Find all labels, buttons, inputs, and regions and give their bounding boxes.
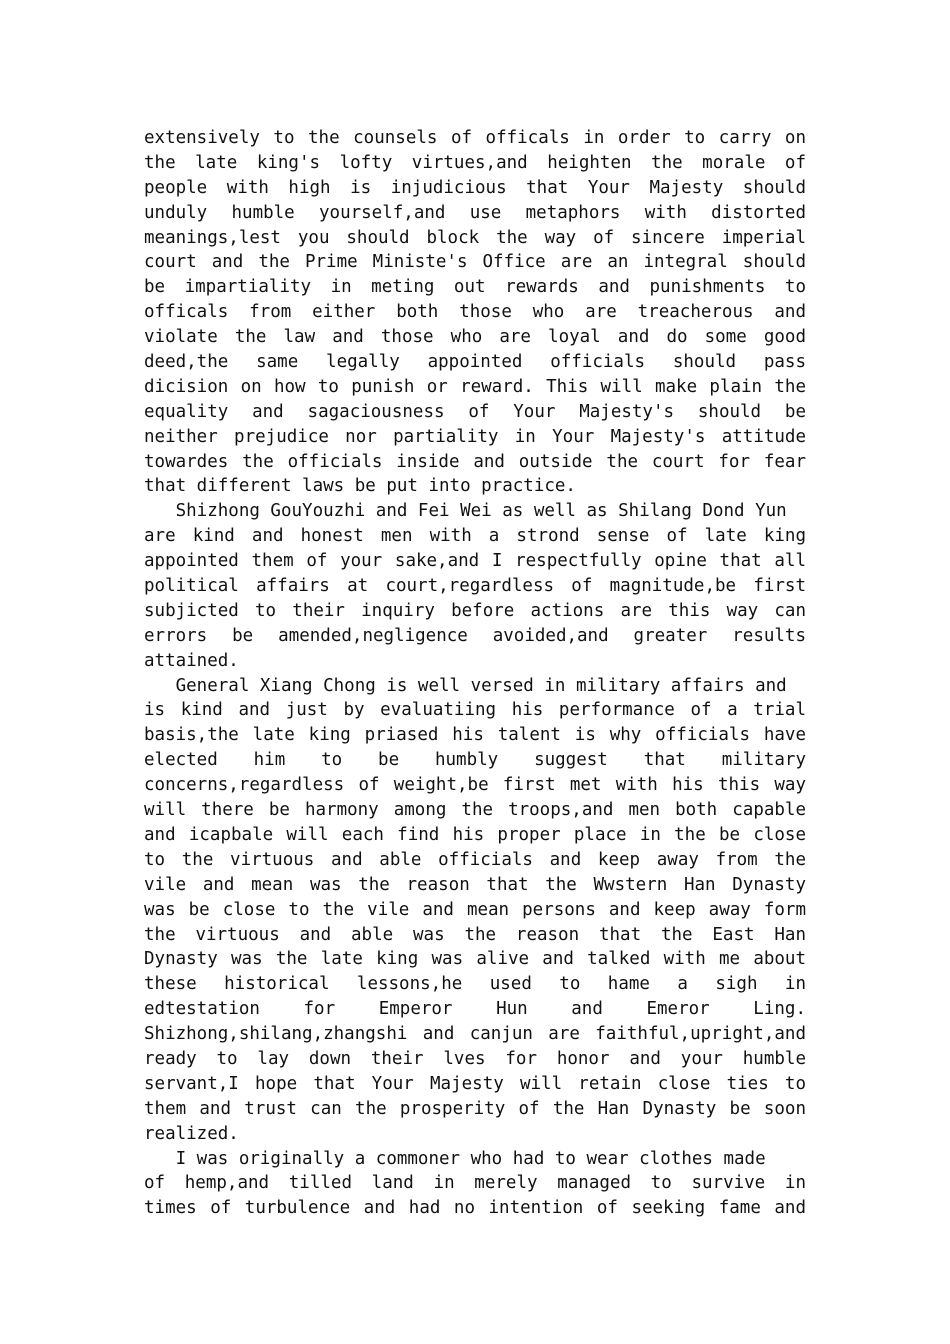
text-line: Shizhong,shilang,zhangshi and canjun are faithful,upright,and: [144, 1024, 806, 1045]
text-line: General Xiang Chong is well versed in military affairs and: [144, 675, 787, 696]
text-line: neither prejudice nor partiality in Your Majesty's attitude: [144, 426, 806, 447]
text-line: ready to lay down their lves for honor and your humble: [144, 1048, 806, 1069]
text-line: deed,the same legally appointed officials should pass: [144, 352, 806, 373]
text-line: concerns,regardless of weight,be first met with his this way: [144, 775, 806, 796]
text-line: these historical lessons,he used to hame a sigh in: [144, 974, 806, 995]
text-line: violate the law and those who are loyal and do some good: [144, 327, 806, 348]
text-line: will there be harmony among the troops,and men both capable: [144, 800, 806, 821]
text-line: subjicted to their inquiry before actions are this way can: [144, 600, 806, 621]
text-line: times of turbulence and had no intention of seeking fame and: [144, 1198, 806, 1219]
text-line: elected him to be humbly suggest that military: [144, 750, 806, 771]
text-line: extensively to the counsels of officals in order to carry on: [144, 128, 806, 148]
text-line: errors be amended,negligence avoided,and greater results: [144, 625, 806, 646]
text-line: Shizhong GouYouzhi and Fei Wei as well as Shilang Dond Yun: [144, 501, 787, 522]
text-line: political affairs at court,regardless of magnitude,be first: [144, 576, 806, 597]
text-line: basis,the late king priased his talent is why officials have: [144, 725, 806, 746]
text-line: appointed them of your sake,and I respectfully opine that all: [144, 551, 806, 572]
text-line: attained.: [144, 650, 239, 671]
text-line: is kind and just by evaluatiing his performance of a trial: [144, 700, 806, 721]
text-line: the virtuous and able was the reason that the East Han: [144, 924, 806, 945]
text-line: unduly humble yourself,and use metaphors with distorted: [144, 202, 806, 223]
text-line: Dynasty was the late king was alive and talked with me about: [144, 949, 806, 970]
text-line: edtestation for Emperor Hun and Emeror Ling.: [144, 999, 806, 1020]
text-line: equality and sagaciousness of Your Majesty's should be: [144, 401, 806, 422]
text-line: them and trust can the prosperity of the Han Dynasty be soon: [144, 1098, 806, 1119]
text-line: meanings,lest you should block the way of sincere imperial: [144, 227, 806, 248]
text-line: to the virtuous and able officials and keep away from the: [144, 849, 806, 870]
text-line: and icapbale will each find his proper place in the be close: [144, 824, 806, 845]
text-line: I was originally a commoner who had to wear clothes made: [144, 1148, 766, 1169]
text-line: that different laws be put into practice.: [144, 476, 576, 497]
text-line: the late king's lofty virtues,and heighten the morale of: [144, 152, 806, 173]
text-line: officals from either both those who are treacherous and: [144, 302, 806, 323]
text-line: realized.: [144, 1123, 239, 1144]
text-line: people with high is injudicious that Your Majesty should: [144, 177, 806, 198]
text-line: are kind and honest men with a strond sense of late king: [144, 526, 806, 547]
text-line: of hemp,and tilled land in merely managed to survive in: [144, 1173, 806, 1194]
text-line: servant,I hope that Your Majesty will retain close ties to: [144, 1073, 806, 1094]
text-line: dicision on how to punish or reward. This will make plain the: [144, 376, 806, 397]
text-line: be impartiality in meting out rewards and punishments to: [144, 277, 806, 298]
body-text: [144, 126, 806, 1221]
text-line: vile and mean was the reason that the Wwstern Han Dynasty: [144, 874, 806, 895]
text-line: was be close to the vile and mean persons and keep away form: [144, 899, 806, 920]
text-line: towardes the officials inside and outside the court for fear: [144, 451, 806, 472]
text-line: court and the Prime Ministe's Office are an integral should: [144, 252, 806, 273]
